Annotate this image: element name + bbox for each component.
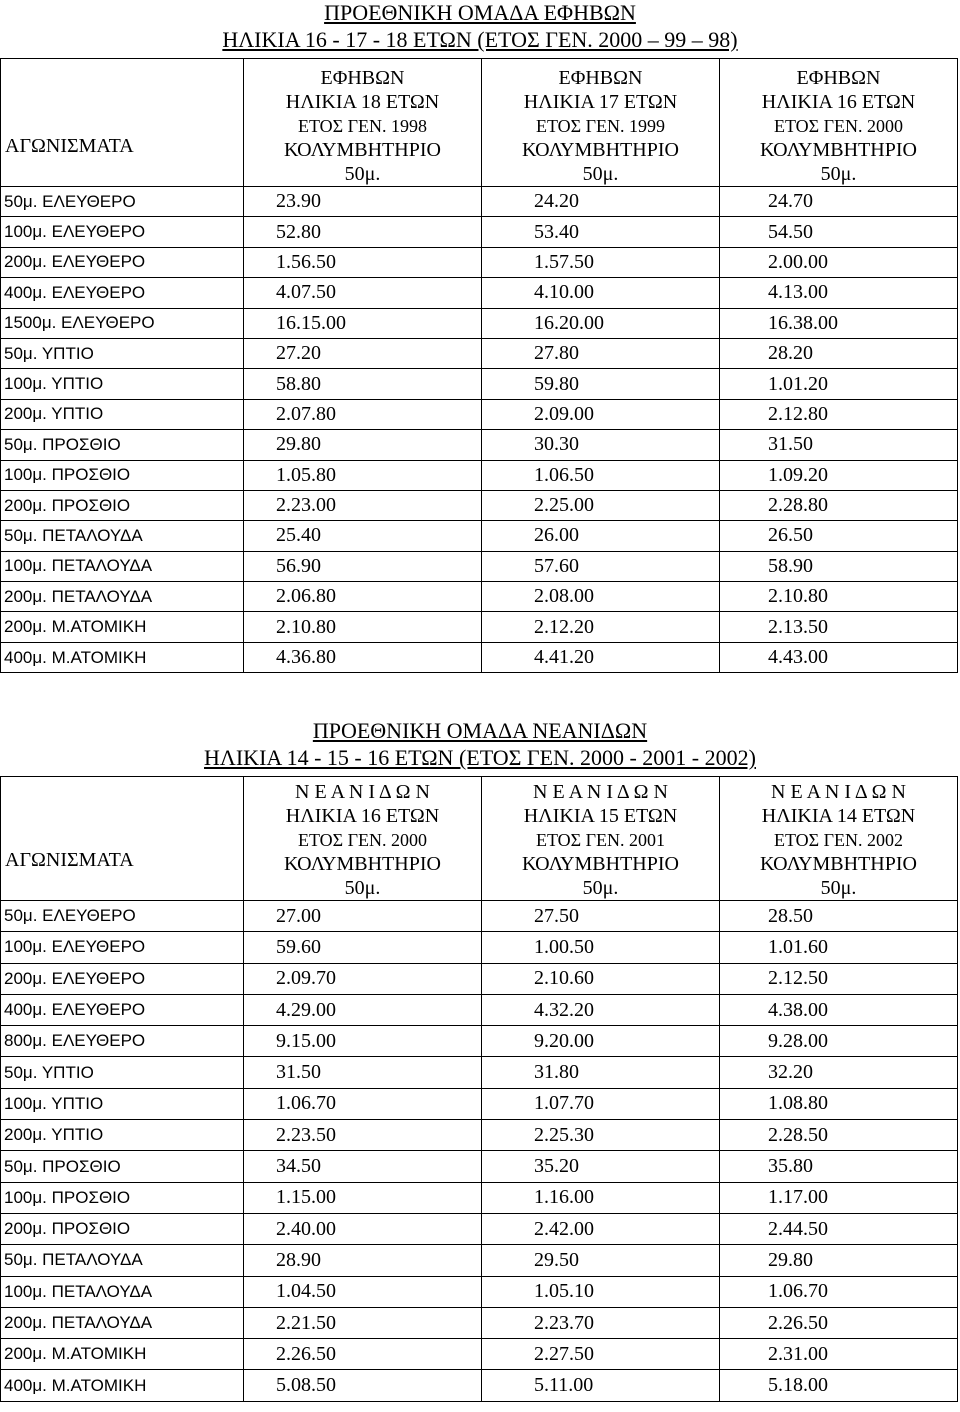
- time-value: 2.00.00: [720, 247, 958, 277]
- time-value: 35.20: [482, 1151, 720, 1182]
- time-value: 35.80: [720, 1151, 958, 1182]
- table-row: [1, 932, 958, 963]
- time-value: 29.80: [720, 1245, 958, 1276]
- table-row: [1, 1339, 958, 1370]
- time-value: 4.10.00: [482, 278, 720, 308]
- table-row: [1, 399, 958, 429]
- header-line-l5: 50μ.: [582, 163, 619, 185]
- events-column-header: ΑΓΩΝΙΣΜΑΤΑ: [1, 777, 244, 901]
- section-subtitle: ΗΛΙΚΙΑ 14 - 15 - 16 ΕΤΩΝ (ΕΤΟΣ ΓΕΝ. 2000 - 2001 - 2002): [204, 745, 756, 770]
- header-line-l1: Ν Ε Α Ν Ι Δ Ω Ν: [771, 781, 906, 803]
- event-name: 200μ. ΠΕΤΑΛΟΥΔΑ: [1, 1307, 244, 1338]
- event-name: 400μ. Μ.ΑΤΟΜΙΚΗ: [1, 642, 244, 672]
- time-value: 4.13.00: [720, 278, 958, 308]
- time-value: 2.13.50: [720, 612, 958, 642]
- table-row: [1, 308, 958, 338]
- time-value: 31.50: [244, 1057, 482, 1088]
- event-name: 50μ. ΠΡΟΣΘΙΟ: [1, 1151, 244, 1182]
- time-value: 52.80: [244, 217, 482, 247]
- time-value: 1.15.00: [244, 1182, 482, 1213]
- time-value: 1.57.50: [482, 247, 720, 277]
- table-row: [1, 521, 958, 551]
- table-row: [1, 1370, 958, 1401]
- header-line-l4: ΚΟΛΥΜΒΗΤΗΡΙΟ: [284, 139, 441, 161]
- time-value: 2.23.00: [244, 490, 482, 520]
- event-name: 50μ. ΕΛΕΥΘΕΡΟ: [1, 901, 244, 932]
- event-name: 200μ. ΠΡΟΣΘΙΟ: [1, 490, 244, 520]
- header-line-l2: ΗΛΙΚΙΑ 15 ΕΤΩΝ: [523, 805, 678, 827]
- time-value: 1.04.50: [244, 1276, 482, 1307]
- time-value: 1.06.70: [244, 1088, 482, 1119]
- time-value: 54.50: [720, 217, 958, 247]
- time-value: 1.01.60: [720, 932, 958, 963]
- table-row: [1, 1307, 958, 1338]
- header-line-l5: 50μ.: [582, 877, 619, 899]
- event-name: 200μ. ΠΡΟΣΘΙΟ: [1, 1213, 244, 1244]
- event-name: 50μ. ΕΛΕΥΘΕΡΟ: [1, 187, 244, 217]
- header-line-l1: Ν Ε Α Ν Ι Δ Ω Ν: [533, 781, 668, 803]
- header-line-l3: ΕΤΟΣ ΓΕΝ. 2000: [297, 830, 428, 850]
- time-value: 2.28.80: [720, 490, 958, 520]
- table-row: [1, 1026, 958, 1057]
- header-row: [1, 59, 958, 187]
- table-row: [1, 582, 958, 612]
- time-value: 2.21.50: [244, 1307, 482, 1338]
- header-line-l3: ΕΤΟΣ ΓΕΝ. 2001: [535, 830, 666, 850]
- time-value: 4.29.00: [244, 994, 482, 1025]
- time-value: 1.56.50: [244, 247, 482, 277]
- header-line-l2: ΗΛΙΚΙΑ 14 ΕΤΩΝ: [761, 805, 916, 827]
- time-value: 53.40: [482, 217, 720, 247]
- event-name: 100μ. ΕΛΕΥΘΕΡΟ: [1, 932, 244, 963]
- time-value: 2.26.50: [244, 1339, 482, 1370]
- header-line-l4: ΚΟΛΥΜΒΗΤΗΡΙΟ: [760, 853, 917, 875]
- event-name: 100μ. ΠΕΤΑΛΟΥΔΑ: [1, 1276, 244, 1307]
- time-value: 27.00: [244, 901, 482, 932]
- time-value: 59.60: [244, 932, 482, 963]
- table-row: [1, 278, 958, 308]
- header-line-l5: 50μ.: [344, 163, 381, 185]
- section-title: ΠΡΟΕΘΝΙΚΗ ΟΜΑΔΑ ΕΦΗΒΩΝ: [324, 0, 636, 25]
- time-value: 31.80: [482, 1057, 720, 1088]
- time-value: 58.80: [244, 369, 482, 399]
- time-value: 56.90: [244, 551, 482, 581]
- table-row: [1, 1151, 958, 1182]
- time-value: 2.27.50: [482, 1339, 720, 1370]
- table-row: [1, 1120, 958, 1151]
- time-value: 1.09.20: [720, 460, 958, 490]
- table-row: [1, 460, 958, 490]
- table-row: [1, 1245, 958, 1276]
- table-row: [1, 1276, 958, 1307]
- event-name: 50μ. ΠΕΤΑΛΟΥΔΑ: [1, 1245, 244, 1276]
- header-line-l5: 50μ.: [344, 877, 381, 899]
- table-row: [1, 642, 958, 672]
- header-line-l2: ΗΛΙΚΙΑ 16 ΕΤΩΝ: [761, 91, 916, 113]
- time-value: 2.07.80: [244, 399, 482, 429]
- time-value: 26.00: [482, 521, 720, 551]
- event-name: 100μ. ΥΠΤΙΟ: [1, 369, 244, 399]
- time-value: 4.43.00: [720, 642, 958, 672]
- time-value: 2.26.50: [720, 1307, 958, 1338]
- header-line-l3: ΕΤΟΣ ΓΕΝ. 1998: [297, 116, 428, 136]
- time-standards-table: [0, 58, 958, 673]
- event-name: 200μ. ΕΛΕΥΘΕΡΟ: [1, 247, 244, 277]
- time-value: 2.25.30: [482, 1120, 720, 1151]
- event-name: 50μ. ΠΕΤΑΛΟΥΔΑ: [1, 521, 244, 551]
- time-value: 58.90: [720, 551, 958, 581]
- time-value: 16.38.00: [720, 308, 958, 338]
- time-value: 4.07.50: [244, 278, 482, 308]
- event-name: 200μ. Μ.ΑΤΟΜΙΚΗ: [1, 1339, 244, 1370]
- header-line-l2: ΗΛΙΚΙΑ 18 ΕΤΩΝ: [285, 91, 440, 113]
- time-value: 2.12.80: [720, 399, 958, 429]
- time-value: 59.80: [482, 369, 720, 399]
- event-name: 50μ. ΥΠΤΙΟ: [1, 338, 244, 368]
- header-line-l2: ΗΛΙΚΙΑ 16 ΕΤΩΝ: [285, 805, 440, 827]
- header-line-l4: ΚΟΛΥΜΒΗΤΗΡΙΟ: [760, 139, 917, 161]
- header-line-l5: 50μ.: [820, 877, 857, 899]
- time-value: 25.40: [244, 521, 482, 551]
- header-line-l1: ΕΦΗΒΩΝ: [320, 67, 405, 89]
- time-value: 29.50: [482, 1245, 720, 1276]
- time-value: 16.20.00: [482, 308, 720, 338]
- time-value: 26.50: [720, 521, 958, 551]
- event-name: 50μ. ΥΠΤΙΟ: [1, 1057, 244, 1088]
- time-value: 5.11.00: [482, 1370, 720, 1401]
- event-name: 400μ. ΕΛΕΥΘΕΡΟ: [1, 994, 244, 1025]
- table-row: [1, 1213, 958, 1244]
- event-name: 200μ. ΥΠΤΙΟ: [1, 399, 244, 429]
- time-value: 1.08.80: [720, 1088, 958, 1119]
- age-group-header: [482, 777, 720, 901]
- section-subtitle: ΗΛΙΚΙΑ 16 - 17 - 18 ΕΤΩΝ (ΕΤΟΣ ΓΕΝ. 2000 – 99 – 98): [222, 27, 738, 52]
- time-value: 2.42.00: [482, 1213, 720, 1244]
- time-value: 9.28.00: [720, 1026, 958, 1057]
- time-value: 32.20: [720, 1057, 958, 1088]
- time-value: 4.41.20: [482, 642, 720, 672]
- table-row: [1, 994, 958, 1025]
- time-value: 1.00.50: [482, 932, 720, 963]
- time-value: 27.50: [482, 901, 720, 932]
- time-value: 27.80: [482, 338, 720, 368]
- event-name: 100μ. ΠΕΤΑΛΟΥΔΑ: [1, 551, 244, 581]
- header-line-l4: ΚΟΛΥΜΒΗΤΗΡΙΟ: [522, 139, 679, 161]
- age-group-header: [720, 59, 958, 187]
- table-row: [1, 612, 958, 642]
- header-line-l1: ΕΦΗΒΩΝ: [796, 67, 881, 89]
- event-name: 100μ. ΠΡΟΣΘΙΟ: [1, 1182, 244, 1213]
- table-row: [1, 217, 958, 247]
- table-row: [1, 1088, 958, 1119]
- time-value: 2.31.00: [720, 1339, 958, 1370]
- header-row: [1, 777, 958, 901]
- time-value: 16.15.00: [244, 308, 482, 338]
- time-value: 28.50: [720, 901, 958, 932]
- time-value: 9.15.00: [244, 1026, 482, 1057]
- table-row: [1, 1057, 958, 1088]
- event-name: 400μ. ΕΛΕΥΘΕΡΟ: [1, 278, 244, 308]
- event-name: 100μ. ΥΠΤΙΟ: [1, 1088, 244, 1119]
- time-value: 9.20.00: [482, 1026, 720, 1057]
- table-row: [1, 963, 958, 994]
- time-value: 4.36.80: [244, 642, 482, 672]
- time-value: 1.07.70: [482, 1088, 720, 1119]
- time-value: 2.09.00: [482, 399, 720, 429]
- event-name: 200μ. ΕΛΕΥΘΕΡΟ: [1, 963, 244, 994]
- time-value: 2.09.70: [244, 963, 482, 994]
- event-name: 1500μ. ΕΛΕΥΘΕΡΟ: [1, 308, 244, 338]
- time-value: 2.23.70: [482, 1307, 720, 1338]
- event-name: 200μ. Μ.ΑΤΟΜΙΚΗ: [1, 612, 244, 642]
- time-value: 1.06.50: [482, 460, 720, 490]
- time-value: 4.38.00: [720, 994, 958, 1025]
- header-line-l2: ΗΛΙΚΙΑ 17 ΕΤΩΝ: [523, 91, 678, 113]
- age-group-header: [244, 59, 482, 187]
- time-value: 34.50: [244, 1151, 482, 1182]
- event-name: 200μ. ΥΠΤΙΟ: [1, 1120, 244, 1151]
- event-name: 800μ. ΕΛΕΥΘΕΡΟ: [1, 1026, 244, 1057]
- time-value: 2.10.60: [482, 963, 720, 994]
- time-value: 4.32.20: [482, 994, 720, 1025]
- time-value: 5.18.00: [720, 1370, 958, 1401]
- header-line-l5: 50μ.: [820, 163, 857, 185]
- time-standards-table: [0, 776, 958, 1402]
- table-row: [1, 247, 958, 277]
- age-group-header: [482, 59, 720, 187]
- header-line-l4: ΚΟΛΥΜΒΗΤΗΡΙΟ: [284, 853, 441, 875]
- time-value: 28.90: [244, 1245, 482, 1276]
- time-value: 2.06.80: [244, 582, 482, 612]
- header-line-l1: ΕΦΗΒΩΝ: [558, 67, 643, 89]
- table-row: [1, 430, 958, 460]
- time-value: 1.05.80: [244, 460, 482, 490]
- age-group-header: [244, 777, 482, 901]
- time-value: 2.08.00: [482, 582, 720, 612]
- event-name: 100μ. ΠΡΟΣΘΙΟ: [1, 460, 244, 490]
- event-name: 400μ. Μ.ΑΤΟΜΙΚΗ: [1, 1370, 244, 1401]
- header-line-l1: Ν Ε Α Ν Ι Δ Ω Ν: [295, 781, 430, 803]
- time-value: 2.12.20: [482, 612, 720, 642]
- time-value: 2.12.50: [720, 963, 958, 994]
- event-name: 100μ. ΕΛΕΥΘΕΡΟ: [1, 217, 244, 247]
- header-line-l3: ΕΤΟΣ ΓΕΝ. 2002: [773, 830, 904, 850]
- time-value: 23.90: [244, 187, 482, 217]
- table-row: [1, 490, 958, 520]
- time-value: 30.30: [482, 430, 720, 460]
- time-value: 27.20: [244, 338, 482, 368]
- table-row: [1, 338, 958, 368]
- table-row: [1, 551, 958, 581]
- time-value: 31.50: [720, 430, 958, 460]
- table-row: [1, 187, 958, 217]
- events-column-header: ΑΓΩΝΙΣΜΑΤΑ: [1, 59, 244, 187]
- time-value: 29.80: [244, 430, 482, 460]
- time-value: 2.10.80: [720, 582, 958, 612]
- section-title: ΠΡΟΕΘΝΙΚΗ ΟΜΑΔΑ ΝΕΑΝΙΔΩΝ: [312, 718, 648, 743]
- time-value: 1.16.00: [482, 1182, 720, 1213]
- event-name: 50μ. ΠΡΟΣΘΙΟ: [1, 430, 244, 460]
- time-value: 24.70: [720, 187, 958, 217]
- event-name: 200μ. ΠΕΤΑΛΟΥΔΑ: [1, 582, 244, 612]
- header-line-l3: ΕΤΟΣ ΓΕΝ. 1999: [535, 116, 666, 136]
- table-row: [1, 1182, 958, 1213]
- time-value: 2.44.50: [720, 1213, 958, 1244]
- time-value: 2.25.00: [482, 490, 720, 520]
- time-value: 2.10.80: [244, 612, 482, 642]
- time-value: 2.40.00: [244, 1213, 482, 1244]
- time-value: 28.20: [720, 338, 958, 368]
- time-value: 24.20: [482, 187, 720, 217]
- header-line-l4: ΚΟΛΥΜΒΗΤΗΡΙΟ: [522, 853, 679, 875]
- header-line-l3: ΕΤΟΣ ΓΕΝ. 2000: [773, 116, 904, 136]
- table-row: [1, 901, 958, 932]
- age-group-header: [720, 777, 958, 901]
- table-row: [1, 369, 958, 399]
- time-value: 1.05.10: [482, 1276, 720, 1307]
- time-value: 5.08.50: [244, 1370, 482, 1401]
- time-value: 57.60: [482, 551, 720, 581]
- time-value: 1.06.70: [720, 1276, 958, 1307]
- time-value: 1.17.00: [720, 1182, 958, 1213]
- time-value: 2.23.50: [244, 1120, 482, 1151]
- time-value: 1.01.20: [720, 369, 958, 399]
- time-value: 2.28.50: [720, 1120, 958, 1151]
